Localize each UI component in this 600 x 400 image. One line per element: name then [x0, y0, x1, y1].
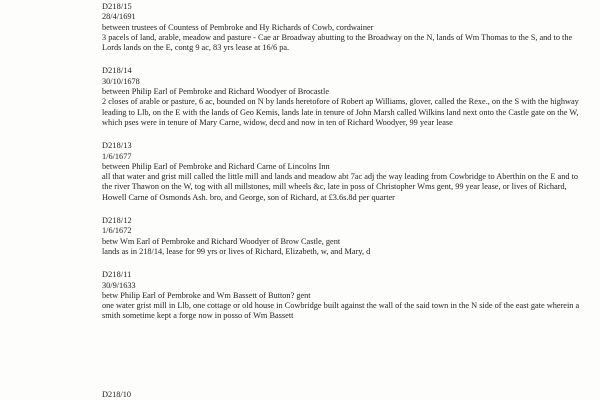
entry-parties: betw Wm Earl of Pembroke and Richard Woodyer of Brow Castle, gent	[102, 236, 341, 246]
entry-ref: D218/15	[102, 2, 132, 11]
entry-list	[102, 2, 588, 335]
entry-date: 30/10/1678	[102, 76, 140, 86]
entry-description: lands as in 218/14, lease for 99 yrs or lives of Richard, Elizabeth, w, and Mary, d	[102, 246, 371, 256]
entry-ref: D218/12	[102, 216, 132, 226]
entry-date: 30/9/1633	[102, 280, 136, 290]
entry-description: 2 closes of arable or pasture, 6 ac, bounded on N by lands heretofore of Robert ap Williams, glover, called the Rexe., on the S with the highway leading to Llb, on the E with the lands of Geo Kemis, lands late in tenure of John Marsh called Wilkins land next onto the Castle gate on the W, which pses were in tenure of Mary Carne, widow, decd and now in ten of Richard Woodyer, 99 year lease	[102, 97, 579, 127]
entry-parties: between Philip Earl of Pembroke and Richard Woodyer of Brocastle	[102, 87, 330, 97]
entry-description: 3 pacels of land, arable, meadow and pasture - Cae ar Broadway abutting to the Broadway on the N, lands of Wm Thomas to the S, and to the Lords lands on the E, contg 9 ac, 83 yrs lease at 16/6 pa.	[102, 32, 573, 53]
entry-date: 28/4/1691	[102, 12, 136, 22]
entry-date: 1/6/1672	[102, 226, 132, 236]
entry	[102, 141, 588, 203]
entry-ref: D218/11	[102, 270, 132, 280]
entry-date: 1/6/1677	[102, 151, 132, 161]
entry-parties: between Philip Earl of Pembroke and Richard Carne of Lincolns Inn	[102, 161, 330, 171]
entry-description: one water grist mill in Llb, one cottage or old house in Cowbridge built against the wall of the said town in the N side of the east gate wherein a smith sometime kept a forge now in posso of Wm Bassett	[102, 301, 580, 321]
entry-ref: D218/13	[102, 141, 132, 151]
entry	[102, 270, 588, 321]
entry-parties: between trustees of Countess of Pembroke and Hy Richards of Cowb, cordwainer	[102, 22, 374, 32]
entry-parties: betw Philip Earl of Pembroke and Wm Bassett of Button? gent	[102, 290, 311, 300]
entry	[102, 216, 588, 257]
entry-ref: D218/14	[102, 66, 132, 76]
entry	[102, 66, 588, 128]
entry	[102, 2, 588, 53]
next-entry-ref-partial: D218/10	[102, 390, 132, 399]
entry-description: all that water and grist mill called the little mill and lands and meadow abt 7ac adj the way leading from Cowbridge to Aberthin on the E and to the river Thawon on the W, tog with all millstones, mill wheels &c, late in poss of Christopher Wms gent, 99 year lease, or lives of Richard, Howell Carne of Osmonds Ash. bro, and George, son of Richard, at £3.6s.8d per quarter	[102, 172, 579, 202]
